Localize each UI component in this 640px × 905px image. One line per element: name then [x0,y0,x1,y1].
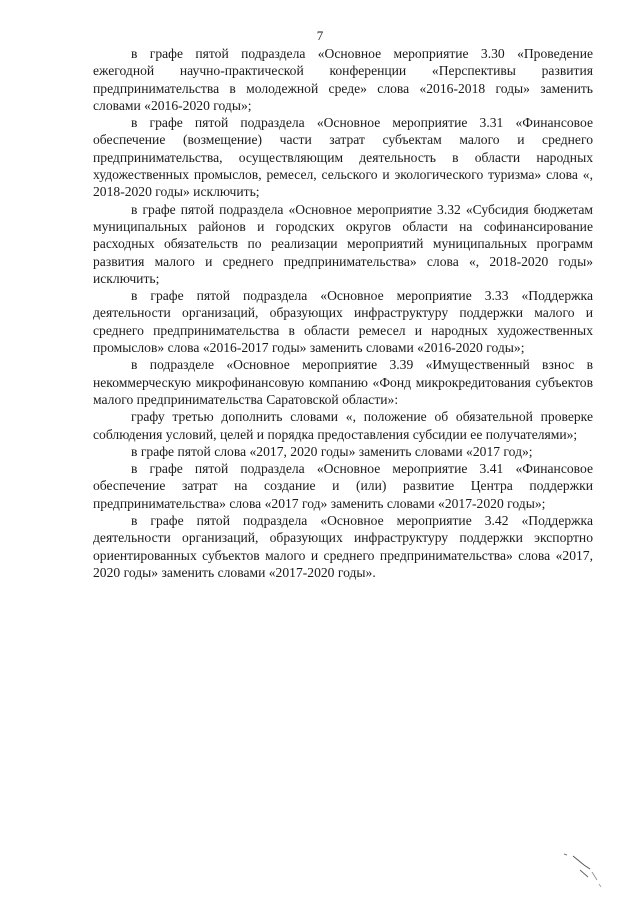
paragraph: в графе пятой подраздела «Основное мероприятие 3.42 «Поддержка деятельности организаций, образующих инфраструктуру поддержки экспортно ориентированных субъектов малого и среднего предпринимательства» слова «2017, 2020 годы» заменить словами «2017-2020 годы». [93,513,593,580]
page-number: 7 [316,28,324,43]
paragraph: графу третью дополнить словами «, положение об обязательной проверке соблюдения условий, целей и порядка предоставления субсидии ее получателями»; [93,409,593,442]
paragraph: в графе пятой подраздела «Основное мероприятие 3.30 «Проведение ежегодной научно-практической конференции «Перспективы развития предпринимательства в молодежной среде» слова «2016-2018 годы» заменить словами «2016-2020 годы»; [93,46,593,113]
document-body [93,45,593,581]
scan-mark-icon [560,850,605,890]
paragraph: в графе пятой подраздела «Основное мероприятие 3.31 «Финансовое обеспечение (возмещение) части затрат субъектам малого и среднего предпринимательства, осуществляющим деятельность в области народных художественных промыслов, ремесел, сельского и экологического туризма» слова «, 2018-2020 годы» исключить; [93,115,593,200]
paragraph: в графе пятой подраздела «Основное мероприятие 3.32 «Субсидия бюджетам муниципальных районов и городских округов области на софинансирование расходных обязательств по реализации мероприятий муниципальных программ развития малого и среднего предпринимательства» слова «, 2018-2020 годы» исключить; [93,201,593,286]
paragraph: в подразделе «Основное мероприятие 3.39 «Имущественный взнос в некоммерческую микрофинансовую компанию «Фонд микрокредитования субъектов малого предпринимательства Саратовской области»: [93,357,593,407]
paragraph: в графе пятой слова «2017, 2020 годы» заменить словами «2017 год»; [131,443,533,459]
paragraph: в графе пятой подраздела «Основное мероприятие 3.41 «Финансовое обеспечение затрат на создание и (или) развитие Центра поддержки предпринимательства» слова «2017 год» заменить словами «2017-2020 годы»; [93,461,593,511]
paragraph: в графе пятой подраздела «Основное мероприятие 3.33 «Поддержка деятельности организаций, образующих инфраструктуру поддержки малого и среднего предпринимательства в области ремесел и народных художественных промыслов» слова «2016-2017 годы» заменить словами «2016-2020 годы»; [93,288,593,356]
